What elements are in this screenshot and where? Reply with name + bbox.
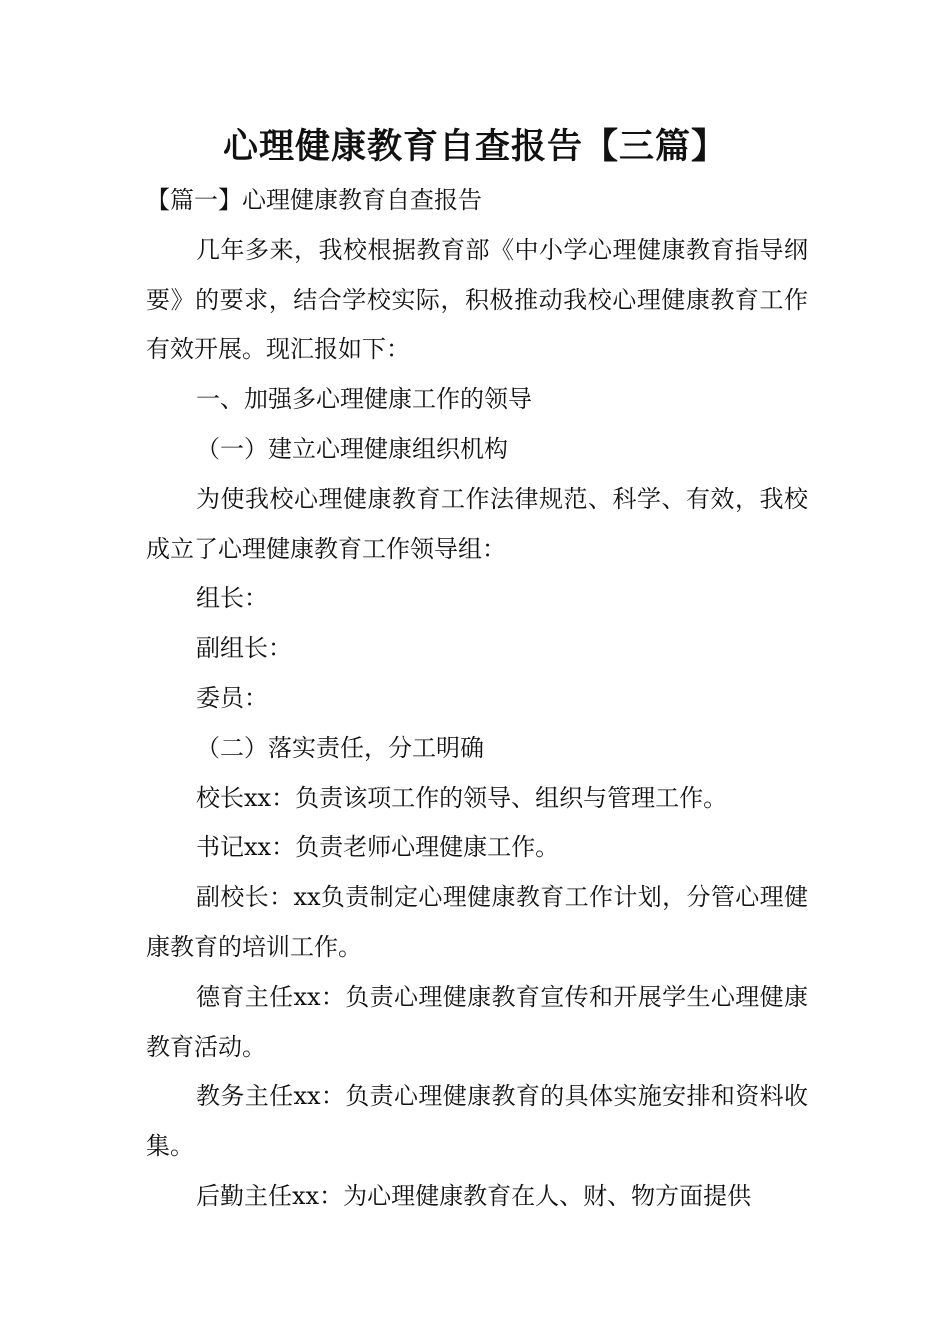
- subheading-organization: （一）建立心理健康组织机构: [196, 434, 508, 463]
- line-principal: 校长xx：负责该项工作的领导、组织与管理工作。: [196, 783, 728, 812]
- line-deputy-leader: 副组长：: [196, 634, 292, 663]
- document-title: 心理健康教育自查报告【三篇】: [222, 126, 727, 167]
- section-heading: 【篇一】心理健康教育自查报告: [146, 186, 482, 214]
- subheading-responsibilities: （二）落实责任，分工明确: [196, 733, 484, 762]
- paragraph-leadership-group: 为使我校心理健康教育工作法律规范、科学、有效，我校成立了心理健康教育工作领导组：: [146, 484, 808, 563]
- paragraph-moral-director: 德育主任xx：负责心理健康教育宣传和开展学生心理健康教育活动。: [146, 982, 808, 1061]
- paragraph-academic-director: 教务主任xx：负责心理健康教育的具体实施安排和资料收集。: [146, 1082, 808, 1161]
- line-group-leader: 组长：: [196, 584, 268, 613]
- paragraph-vice-principal: 副校长：xx负责制定心理健康教育工作计划，分管心理健康教育的培训工作。: [146, 883, 808, 961]
- line-members: 委员：: [196, 683, 268, 712]
- paragraph-intro: 几年多来，我校根据教育部《中小学心理健康教育指导纲要》的要求，结合学校实际，积极推动我校心理健康教育工作有效开展。现汇报如下：: [146, 235, 808, 364]
- document-body: [146, 176, 808, 1222]
- heading-strengthen-leadership: 一、加强多心理健康工作的领导: [196, 385, 532, 414]
- line-secretary: 书记xx：负责老师心理健康工作。: [196, 833, 560, 862]
- paragraph-logistics-director: 后勤主任xx：为心理健康教育在人、财、物方面提供: [196, 1181, 752, 1210]
